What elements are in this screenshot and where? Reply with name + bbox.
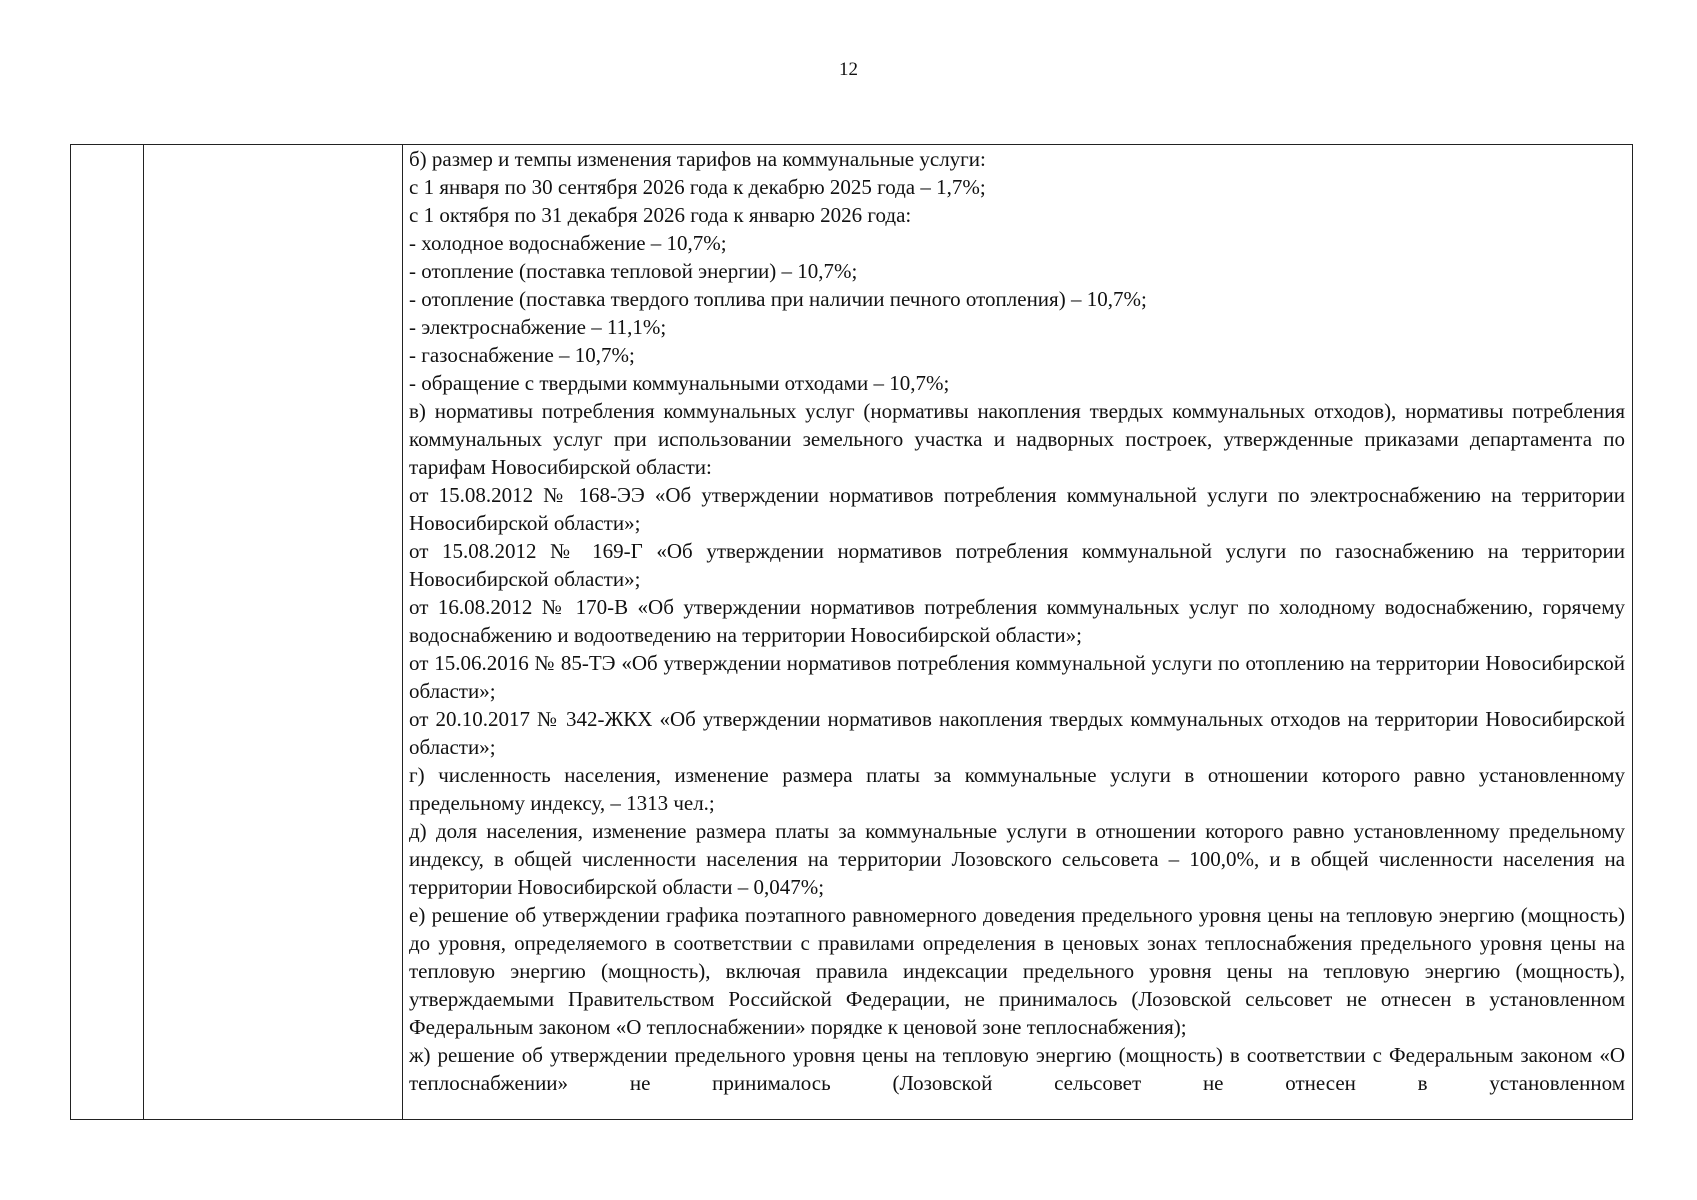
- table-column-name: [144, 145, 403, 1119]
- paragraph: д) доля населения, изменение размера платы за коммунальные услуги в отношении которого равно установленному предельному индексу, в общей численности населения на территории Лозовского сельсовета – 100,0%, и в общей численности населения на территории Новосибирской области – 0,047%;: [409, 819, 1625, 899]
- paragraph: от 15.08.2012 № 168-ЭЭ «Об утверждении нормативов потребления коммунальной услуги по электроснабжению на территории Новосибирской области»;: [409, 483, 1625, 535]
- table-column-content: [403, 145, 1632, 1119]
- content-text: [409, 145, 1625, 1097]
- paragraph: е) решение об утверждении графика поэтапного равномерного доведения предельного уровня цены на тепловую энергию (мощность) до уровня, определяемого в соответствии с правилами определения в ценовых зонах теплоснабжения предельного уровня цены на тепловую энергию (мощность), включая правила индексации предельного уровня цены на тепловую энергию (мощность), утверждаемыми Правительством Российской Федерации, не принималось (Лозовской сельсовет не отнесен в установленном Федеральным законом «О теплоснабжении» порядке к ценовой зоне теплоснабжения);: [409, 903, 1625, 1039]
- paragraph: в) нормативы потребления коммунальных услуг (нормативы накопления твердых коммунальных отходов), нормативы потребления коммунальных услуг при использовании земельного участка и надворных построек, утвержденные приказами департамента по тарифам Новосибирской области:: [409, 399, 1625, 479]
- paragraph: - обращение с твердыми коммунальными отходами – 10,7%;: [409, 371, 950, 395]
- paragraph: г) численность населения, изменение размера платы за коммунальные услуги в отношении которого равно установленному предельному индексу, – 1313 чел.;: [409, 763, 1625, 815]
- paragraph: с 1 января по 30 сентября 2026 года к декабрю 2025 года – 1,7%;: [409, 175, 986, 199]
- paragraph: - отопление (поставка твердого топлива при наличии печного отопления) – 10,7%;: [409, 287, 1147, 311]
- paragraph: от 16.08.2012 № 170-В «Об утверждении нормативов потребления коммунальных услуг по холодному водоснабжению, горячему водоснабжению и водоотведению на территории Новосибирской области»;: [409, 595, 1625, 647]
- paragraph: от 15.06.2016 № 85-ТЭ «Об утверждении нормативов потребления коммунальной услуги по отоплению на территории Новосибирской области»;: [409, 651, 1625, 703]
- paragraph: - газоснабжение – 10,7%;: [409, 343, 635, 367]
- paragraph: ж) решение об утверждении предельного уровня цены на тепловую энергию (мощность) в соответствии с Федеральным законом «О теплоснабжении» не принималось (Лозовской сельсовет не отнесен в установленном: [409, 1043, 1625, 1095]
- paragraph: от 20.10.2017 № 342-ЖКХ «Об утверждении нормативов накопления твердых коммунальных отходов на территории Новосибирской области»;: [409, 707, 1625, 759]
- table-column-number: [71, 145, 144, 1119]
- paragraph: - холодное водоснабжение – 10,7%;: [409, 231, 727, 255]
- paragraph: б) размер и темпы изменения тарифов на коммунальные услуги:: [409, 147, 986, 171]
- paragraph: - электроснабжение – 11,1%;: [409, 315, 667, 339]
- page-number: 12: [839, 59, 858, 80]
- paragraph: - отопление (поставка тепловой энергии) – 10,7%;: [409, 259, 858, 283]
- document-table: [70, 144, 1633, 1120]
- paragraph: от 15.08.2012 № 169-Г «Об утверждении нормативов потребления коммунальной услуги по газоснабжению на территории Новосибирской области»;: [409, 539, 1625, 591]
- paragraph: с 1 октября по 31 декабря 2026 года к январю 2026 года:: [409, 203, 912, 227]
